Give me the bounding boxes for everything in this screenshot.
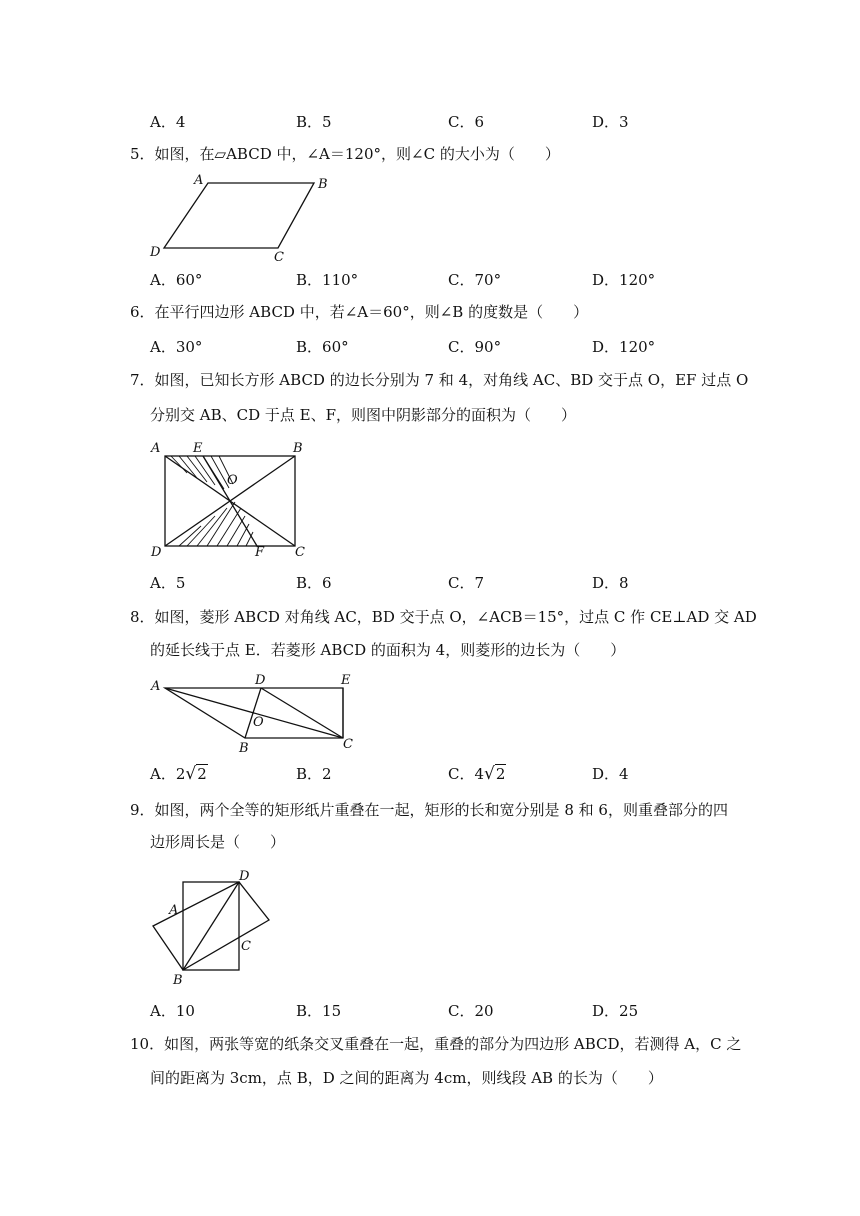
q10-stem-line2: 间的距离为 3cm，点 B，D 之间的距离为 4cm，则线段 AB 的长为（ ）: [150, 1069, 663, 1087]
q6-option-d[interactable]: D．120°: [592, 338, 656, 356]
q4-option-c[interactable]: C．6: [448, 113, 485, 131]
q7-label-a: A: [151, 441, 161, 456]
q8-label-a: A: [151, 679, 161, 694]
q9-label-b: B: [173, 973, 183, 988]
q7-option-b[interactable]: B．6: [296, 574, 332, 592]
q9-rectangles-figure: [145, 864, 285, 994]
q7-stem-line2: 分别交 AB、CD 于点 E、F，则图中阴影部分的面积为（ ）: [150, 406, 577, 424]
q5-option-d[interactable]: D．120°: [592, 271, 656, 289]
q7-shaded-region: [171, 456, 253, 546]
q7-label-b: B: [293, 441, 303, 456]
q5-option-b[interactable]: B．110°: [296, 271, 359, 289]
q8-label-e: E: [341, 673, 351, 688]
q5-parallelogram: [164, 183, 314, 248]
q8-label-b: B: [239, 741, 249, 756]
q9-diagonal-bd: [183, 882, 239, 970]
q9-option-d[interactable]: D．25: [592, 1002, 639, 1020]
q9-stem-line1: 9．如图，两个全等的矩形纸片重叠在一起，矩形的长和宽分别是 8 和 6，则重叠部分的四: [130, 801, 728, 819]
q8-option-d[interactable]: D．4: [592, 765, 629, 783]
q8-label-d: D: [255, 673, 266, 688]
q7-label-e: E: [193, 441, 203, 456]
q8-stem-line1: 8．如图，菱形 ABCD 对角线 AC，BD 交于点 O，∠ACB＝15°，过点 C 作 CE⊥AD 交 AD: [130, 608, 757, 626]
q9-label-d: D: [239, 869, 250, 884]
q7-stem-line1: 7．如图，已知长方形 ABCD 的边长分别为 7 和 4，对角线 AC、BD 交于点 O，EF 过点 O: [130, 371, 749, 389]
q5-label-b: B: [318, 177, 328, 192]
q8-rhombus-figure: [145, 668, 365, 758]
q7-option-d[interactable]: D．8: [592, 574, 629, 592]
q8-option-a-radicand: 2: [197, 765, 207, 783]
q5-label-c: C: [274, 250, 284, 265]
q5-label-d: D: [150, 245, 161, 260]
q6-option-a[interactable]: A．30°: [150, 338, 203, 356]
q8-label-c: C: [343, 737, 353, 752]
q7-label-d: D: [151, 545, 162, 560]
q5-label-a: A: [194, 173, 204, 188]
q9-stem-line2: 边形周长是（ ）: [150, 833, 286, 851]
q5-option-a[interactable]: A．60°: [150, 271, 203, 289]
q5-parallelogram-figure: [140, 168, 340, 264]
q9-option-a[interactable]: A．10: [150, 1002, 195, 1020]
q9-option-b[interactable]: B．15: [296, 1002, 342, 1020]
q8-label-o: O: [253, 715, 264, 730]
q9-label-a: A: [169, 903, 179, 918]
q7-option-a[interactable]: A．5: [150, 574, 186, 592]
sqrt-icon: √: [185, 764, 197, 784]
q8-diagonal-ac: [165, 688, 343, 738]
q4-option-a[interactable]: A．4: [150, 113, 186, 131]
sqrt-icon: √: [484, 764, 495, 784]
q7-segment-ef: [203, 456, 257, 546]
q8-option-c[interactable]: [448, 764, 506, 784]
q8-side-dc: [261, 688, 343, 738]
q10-stem-line1: 10．如图，两张等宽的纸条交叉重叠在一起，重叠的部分为四边形 ABCD，若测得 A，C 之: [130, 1035, 742, 1053]
q7-rectangle-figure: [145, 436, 315, 562]
q5-option-c[interactable]: C．70°: [448, 271, 502, 289]
q9-option-c[interactable]: C．20: [448, 1002, 494, 1020]
q8-option-a-prefix: A．2: [150, 765, 186, 783]
q4-option-b[interactable]: B．5: [296, 113, 332, 131]
q8-option-b[interactable]: B．2: [296, 765, 332, 783]
q4-option-d[interactable]: D．3: [592, 113, 629, 131]
q8-option-c-radicand: 2: [495, 765, 506, 783]
q9-label-c: C: [241, 939, 251, 954]
q7-label-c: C: [295, 545, 305, 560]
q6-stem: 6．在平行四边形 ABCD 中，若∠A＝60°，则∠B 的度数是（ ）: [130, 303, 589, 321]
q5-stem: 5．如图，在▱ABCD 中，∠A＝120°，则∠C 的大小为（ ）: [130, 145, 560, 163]
q7-option-c[interactable]: C．7: [448, 574, 485, 592]
q8-option-c-prefix: C．4: [448, 765, 485, 783]
q6-option-b[interactable]: B．60°: [296, 338, 349, 356]
q7-label-o: O: [227, 473, 238, 488]
q6-option-c[interactable]: C．90°: [448, 338, 502, 356]
q8-option-a[interactable]: [150, 764, 208, 784]
q7-label-f: F: [255, 545, 265, 560]
q8-stem-line2: 的延长线于点 E．若菱形 ABCD 的面积为 4，则菱形的边长为（ ）: [150, 641, 626, 659]
